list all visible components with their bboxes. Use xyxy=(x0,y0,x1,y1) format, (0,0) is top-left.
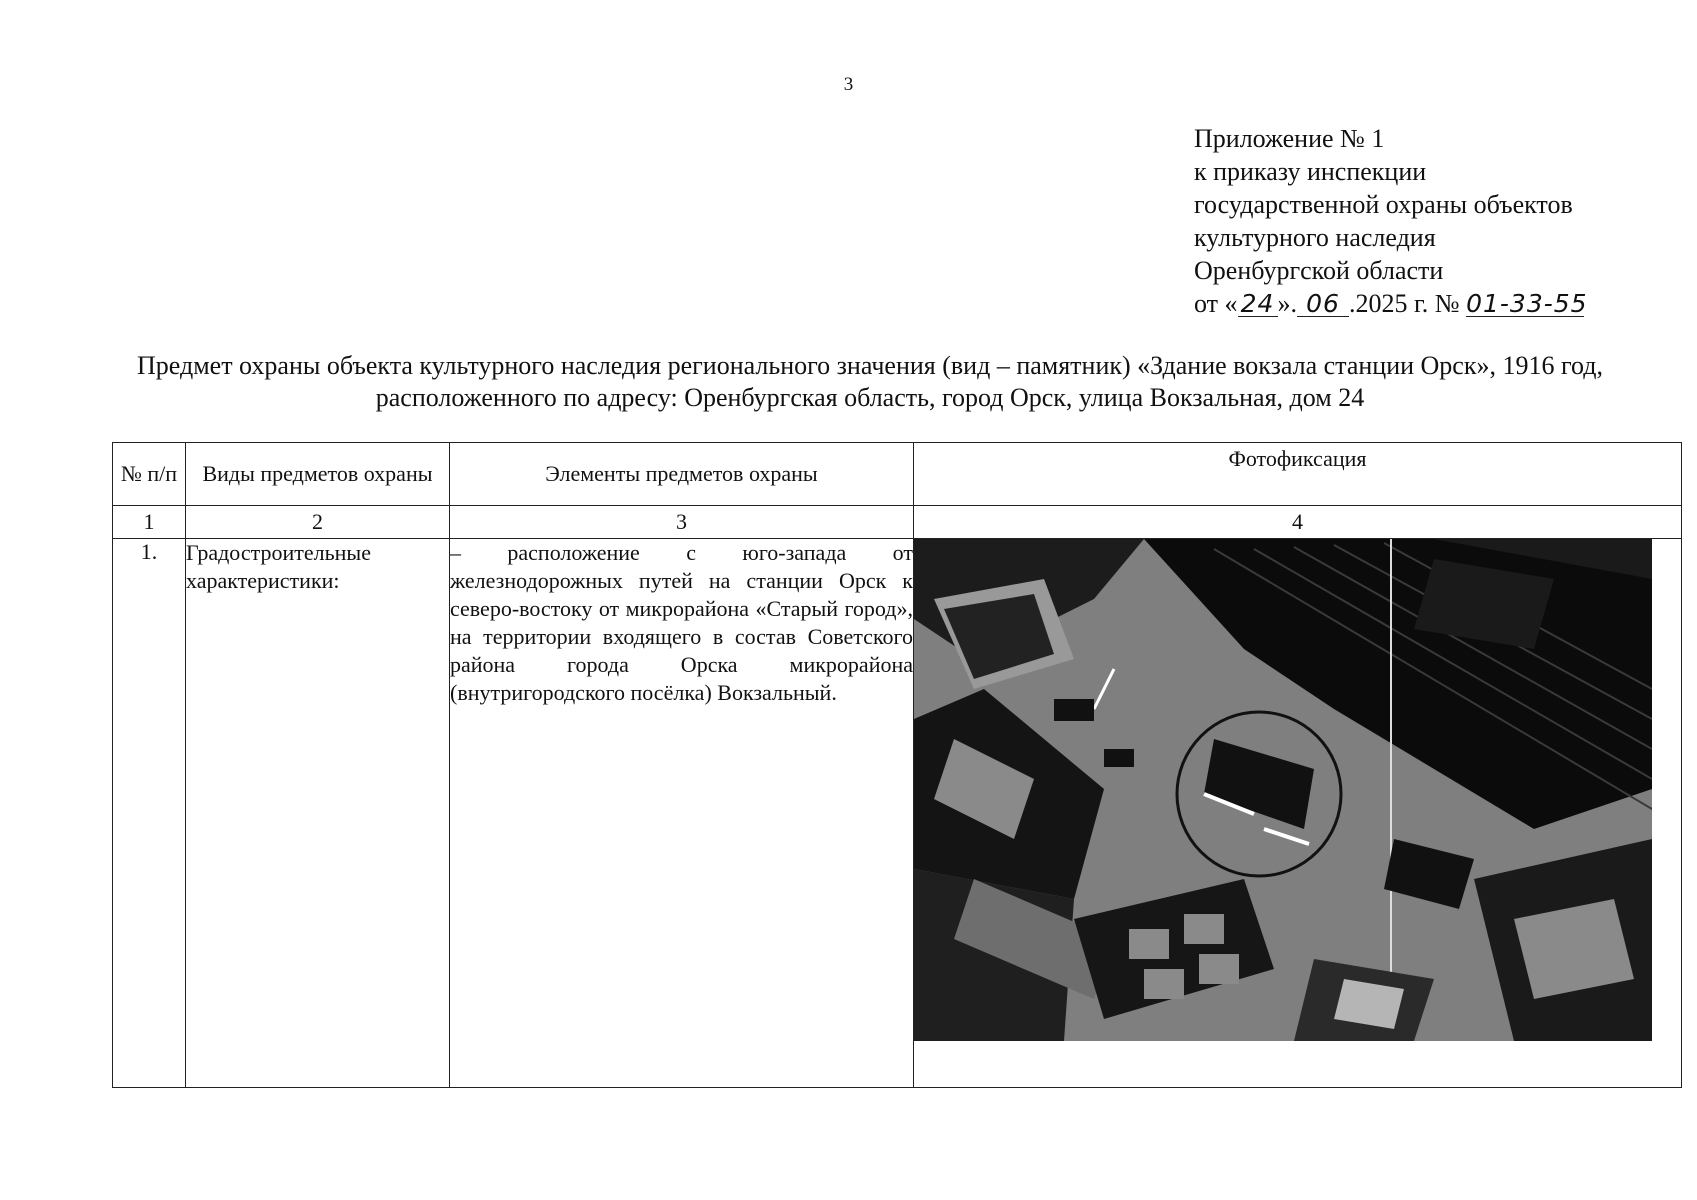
handwritten-order-number: 01-33-55 xyxy=(1466,289,1588,318)
column-number: 1 xyxy=(113,506,186,539)
page-number: 3 xyxy=(843,74,854,95)
appendix-line-2: к приказу инспекции xyxy=(1194,157,1427,186)
appendix-line-5: Оренбургской области xyxy=(1194,256,1444,285)
appendix-block xyxy=(1194,122,1588,320)
table-header-row xyxy=(113,443,1682,506)
aerial-photo xyxy=(914,539,1652,1041)
header-num: № п/п xyxy=(113,443,186,506)
row-number: 1. xyxy=(113,539,186,1088)
column-number-row xyxy=(113,506,1682,539)
appendix-date-line xyxy=(1194,287,1588,320)
date-prefix: от « xyxy=(1194,289,1238,318)
appendix-line-4: культурного наследия xyxy=(1194,223,1436,252)
document-title: Предмет охраны объекта культурного наследия регионального значения (вид – памятник) «Здание вокзала станции Орск», 1916 год, расположенного по адресу: Оренбургская область, город Орск, улица Вокзальная, дом 24 xyxy=(137,351,1603,412)
header-elements: Элементы предметов охраны xyxy=(450,443,914,506)
handwritten-month: 06 xyxy=(1297,292,1349,317)
row-kind: Градостроительные характеристики: xyxy=(186,539,450,1088)
protection-table xyxy=(112,442,1682,1088)
header-kind: Виды предметов охраны xyxy=(186,443,450,506)
appendix-line-1: Приложение № 1 xyxy=(1194,124,1385,153)
row-elements: – расположение с юго-запада от железнодорожных путей на станции Орск к северо-востоку от микрорайона «Старый город», на территории входящего в состав Советского района города Орска микрорайона (внутригородского посёлка) Вокзальный. xyxy=(450,539,914,1088)
date-mid: ». xyxy=(1277,289,1298,318)
column-number: 4 xyxy=(914,506,1682,539)
column-number: 2 xyxy=(186,506,450,539)
photo-cell xyxy=(914,539,1682,1088)
table-row xyxy=(113,539,1682,1088)
column-number: 3 xyxy=(450,506,914,539)
date-year: .2025 г. № xyxy=(1349,289,1460,318)
appendix-line-3: государственной охраны объектов xyxy=(1194,190,1573,219)
header-photo: Фотофиксация xyxy=(914,443,1682,506)
handwritten-day: 24 xyxy=(1238,292,1278,317)
